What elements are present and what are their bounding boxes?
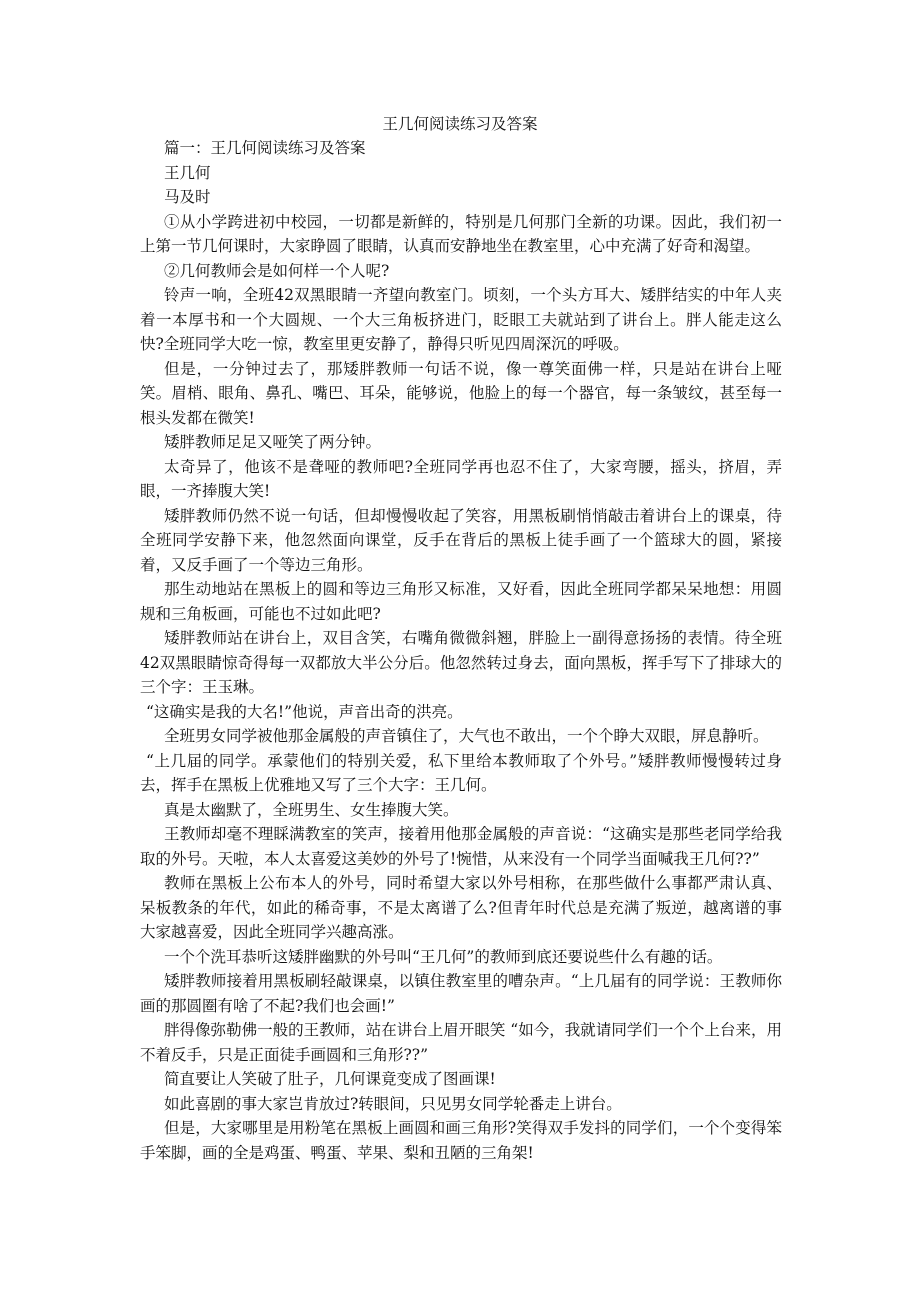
paragraph: 但是，大家哪里是用粉笔在黑板上画圆和画三角形?笑得双手发抖的同学们，一个个变得笨手笨脚，画的全是鸡蛋、鸭蛋、苹果、梨和丑陋的三角架! [140,1119,782,1162]
paragraph: 如此喜剧的事大家岂肯放过?转眼间，只见男女同学轮番走上讲台。 [164,1094,622,1113]
paragraph: 太奇异了，他该不是聋哑的教师吧?全班同学再也忍不住了，大家弯腰，摇头，挤眉，弄眼，一齐捧腹大笑! [140,457,782,500]
paragraph: 篇一：王几何阅读练习及答案 [164,139,366,157]
paragraph: 铃声一响，全班42双黑眼睛一齐望向教室门。顷刻，一个头方耳大、矮胖结实的中年人夹着一本厚书和一个大圆规、一个大三角板挤进门，眨眼工夫就站到了讲台上。胖人能走这么快?全班同学大吃一惊，教室里更安静了，静得只听见四周深沉的呼吸。 [140,286,782,353]
document-title: 王几何阅读练习及答案 [382,115,538,133]
paragraph: 王几何 [164,163,211,182]
paragraph: 教师在黑板上公布本人的外号，同时希望大家以外号相称，在那些做什么事都严肃认真、呆板教条的年代，如此的稀奇事，不是太离谱了么?但青年时代总是充满了叛逆，越离谱的事大家越喜爱，因此全班同学兴趣高涨。 [140,874,782,941]
paragraph: ①从小学跨进初中校园，一切都是新鲜的，特别是几何那门全新的功课。因此，我们初一上第一节几何课时，大家睁圆了眼睛，认真而安静地坐在教室里，心中充满了好奇和渴望。 [140,212,782,255]
paragraph: ②几何教师会是如何样一个人呢? [164,261,390,280]
paragraph: 矮胖教师接着用黑板刷轻敲课桌，以镇住教室里的嘈杂声。“上几届有的同学说：王教师你画的那圆圈有啥了不起?我们也会画!” [140,972,782,1015]
paragraph: 那生动地站在黑板上的圆和等边三角形又标准，又好看，因此全班同学都呆呆地想：用圆规和三角板画，可能也不过如此吧? [140,580,782,623]
paragraph: 但是，一分钟过去了，那矮胖教师一句话不说，像一尊笑面佛一样，只是站在讲台上哑笑。眉梢、眼角、鼻孔、嘴巴、耳朵，能够说，他脸上的每一个器官，每一条皱纹，甚至每一根头发都在微笑! [140,359,782,427]
paragraph: 一个个洗耳恭听这矮胖幽默的外号叫“王几何”的教师到底还要说些什么有趣的话。 [164,947,723,966]
paragraph: 胖得像弥勒佛一般的王教师，站在讲台上眉开眼笑 “如今，我就请同学们一个个上台来，用不着反手，只是正面徒手画圆和三角形??” [140,1021,782,1064]
paragraph: “上几届的同学。承蒙他们的特别关爱，私下里给本教师取了个外号。”矮胖教师慢慢转过身去，挥手在黑板上优雅地又写了三个大字：王几何。 [140,751,782,794]
paragraph: 马及时 [164,188,211,206]
paragraph: 全班男女同学被他那金属般的声音镇住了，大气也不敢出，一个个睁大双眼，屏息静听。 [164,727,769,745]
paragraph: 矮胖教师足足又哑笑了两分钟。 [164,433,382,451]
paragraph: 矮胖教师站在讲台上，双目含笑，右嘴角微微斜翘，胖脸上一副得意扬扬的表情。待全班42双黑眼睛惊奇得每一双都放大半公分后。他忽然转过身去，面向黑板，挥手写下了排球大的三个字：王玉琳。 [140,629,782,696]
document-body [140,136,782,1165]
paragraph: 简直要让人笑破了肚子，几何课竟变成了图画课! [164,1070,496,1088]
paragraph: 矮胖教师仍然不说一句话，但却慢慢收起了笑容，用黑板刷悄悄敲击着讲台上的课桌，待全班同学安静下来，他忽然面向课堂，反手在背后的黑板上徒手画了一个篮球大的圆，紧接着，又反手画了一个等边三角形。 [140,506,782,574]
paragraph: 王教师却毫不理睬满教室的笑声，接着用他那金属般的声音说：“这确实是那些老同学给我取的外号。天啦，本人太喜爱这美妙的外号了!惋惜，从来没有一个同学当面喊我王几何??” [140,825,782,868]
paragraph: “这确实是我的大名!”他说，声音出奇的洪亮。 [146,702,463,721]
paragraph: 真是太幽默了，全班男生、女生捧腹大笑。 [164,800,459,819]
